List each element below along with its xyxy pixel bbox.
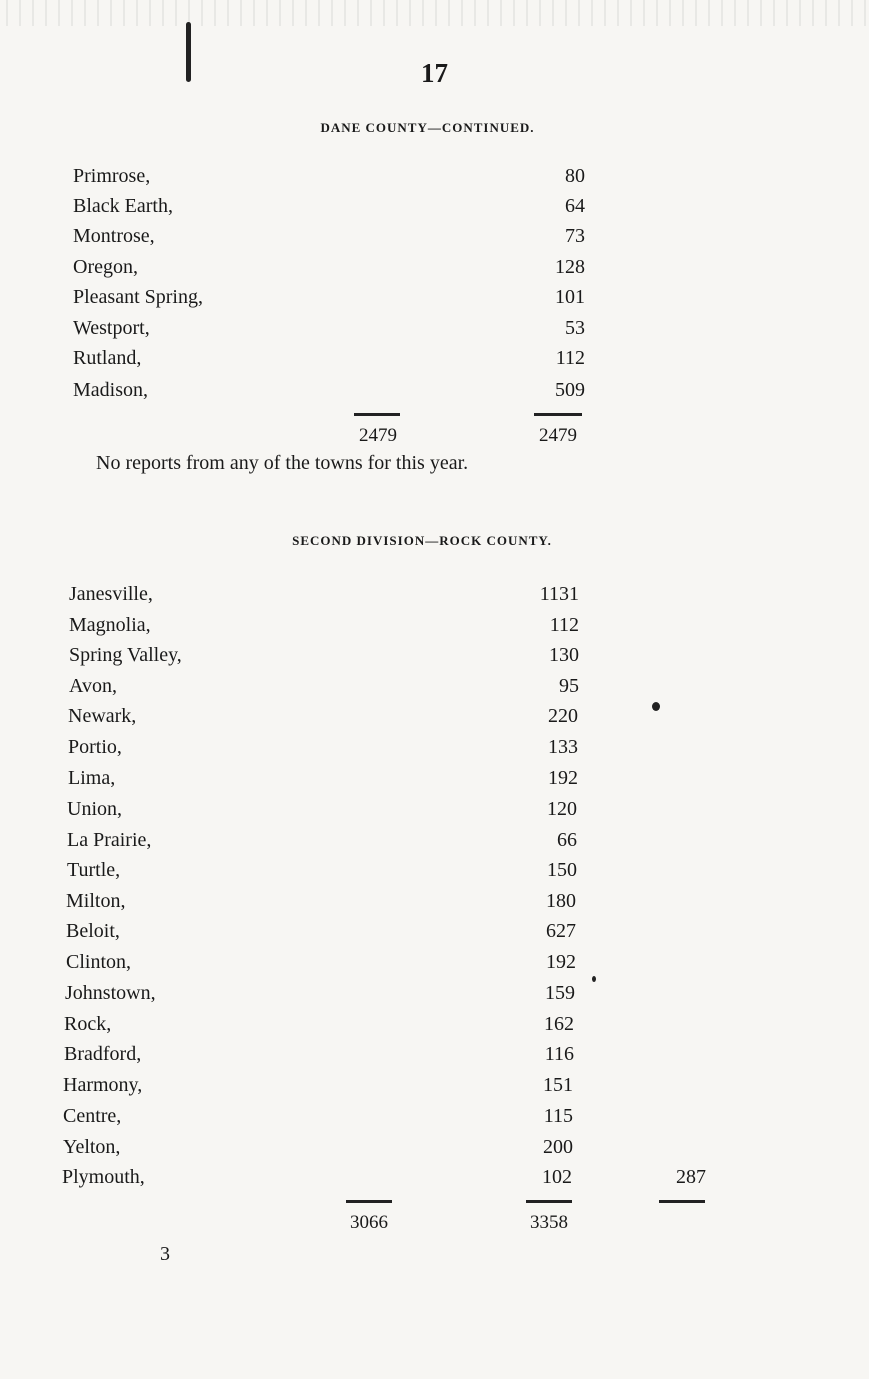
dane-note: No reports from any of the towns for this year. [96, 452, 469, 474]
town-name: Beloit, [66, 920, 120, 942]
town-name: Magnolia, [69, 614, 151, 636]
town-value: 130 [549, 644, 579, 666]
town-name: La Prairie, [67, 829, 152, 851]
town-value: 162 [544, 1013, 574, 1035]
town-value: 180 [546, 890, 576, 912]
rock-county-heading: SECOND DIVISION—ROCK COUNTY. [292, 533, 552, 548]
town-value: 116 [544, 1043, 574, 1065]
sum-rule [526, 1200, 572, 1203]
town-name: Turtle, [67, 859, 121, 881]
town-name: Oregon, [73, 256, 138, 278]
ink-spot [592, 976, 596, 982]
town-name: Clinton, [66, 951, 132, 973]
town-name: Montrose, [73, 225, 155, 247]
sum-rule [346, 1200, 392, 1203]
town-value: 53 [565, 317, 585, 339]
town-name: Black Earth, [73, 195, 173, 217]
town-value: 192 [546, 951, 576, 973]
town-name: Plymouth, [62, 1166, 145, 1188]
town-name: Johnstown, [65, 982, 156, 1004]
town-name: Spring Valley, [69, 644, 182, 666]
town-value: 1131 [539, 583, 579, 605]
dane-total-1: 2479 [359, 425, 397, 446]
town-value: 112 [549, 614, 579, 636]
town-value: 64 [565, 195, 585, 217]
town-name: Avon, [69, 675, 117, 697]
town-value: 200 [543, 1136, 573, 1158]
town-name: Milton, [66, 890, 126, 912]
town-value: 133 [548, 736, 578, 758]
town-value: 115 [543, 1105, 573, 1127]
town-name: Madison, [73, 379, 148, 401]
page-number: 17 [421, 58, 448, 88]
town-name: Janesville, [69, 583, 153, 605]
town-value: 192 [548, 767, 578, 789]
town-name: Yelton, [63, 1136, 121, 1158]
town-value: 150 [547, 859, 577, 881]
town-name: Rutland, [73, 347, 142, 369]
town-name: Centre, [63, 1105, 122, 1127]
signature-mark: 3 [160, 1243, 170, 1265]
sum-rule [354, 413, 400, 416]
town-name: Portio, [68, 736, 122, 758]
town-value: 627 [546, 920, 576, 942]
town-value: 66 [557, 829, 577, 851]
town-name: Newark, [68, 705, 137, 727]
town-name: Union, [67, 798, 122, 820]
rock-total-2: 3358 [530, 1212, 568, 1233]
town-value: 112 [555, 347, 585, 369]
rock-total-1: 3066 [350, 1212, 388, 1233]
town-value: 102 [542, 1166, 572, 1188]
town-value: 151 [543, 1074, 573, 1096]
town-value: 128 [555, 256, 585, 278]
town-name: Bradford, [64, 1043, 142, 1065]
town-value: 120 [547, 798, 577, 820]
ink-spot [652, 702, 660, 711]
sum-rule [659, 1200, 705, 1203]
dane-total-2: 2479 [539, 425, 577, 446]
town-name: Westport, [73, 317, 150, 339]
town-name: Harmony, [63, 1074, 143, 1096]
sum-rule [534, 413, 582, 416]
town-name: Lima, [68, 767, 116, 789]
town-value: 101 [555, 286, 585, 308]
town-name: Rock, [64, 1013, 112, 1035]
town-value: 73 [565, 225, 585, 247]
ink-smudge [186, 22, 191, 82]
town-value: 95 [559, 675, 579, 697]
town-name: Pleasant Spring, [73, 286, 203, 308]
town-name: Primrose, [73, 165, 151, 187]
town-value: 159 [545, 982, 575, 1004]
town-value: 509 [555, 379, 585, 401]
scan-noise [0, 0, 869, 26]
town-value: 220 [548, 705, 578, 727]
town-value: 80 [565, 165, 585, 187]
dane-county-heading: DANE COUNTY—CONTINUED. [320, 120, 535, 135]
town-extra-value: 287 [676, 1166, 706, 1188]
